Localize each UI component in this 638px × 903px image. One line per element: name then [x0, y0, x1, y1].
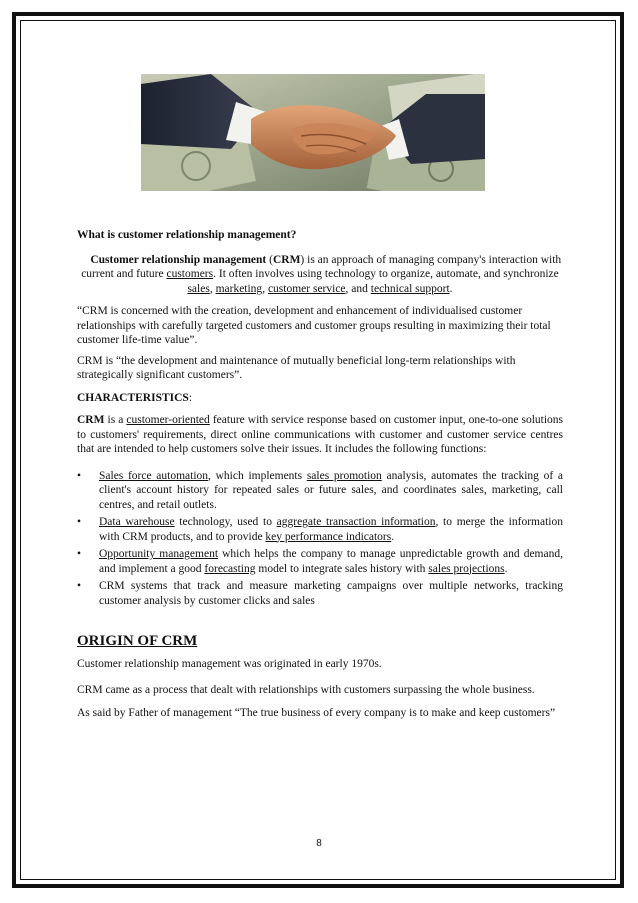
definition-text: ,	[209, 282, 216, 295]
link-sales-projections[interactable]: sales projections	[428, 562, 505, 575]
link-customers[interactable]: customers	[166, 268, 214, 280]
link-opportunity-management[interactable]: Opportunity management	[99, 548, 219, 560]
characteristics-heading-line	[77, 391, 563, 406]
characteristics-text: feature with service response based on customer input, one-to-one solutions to customers' requirements, direct online communications with customer and customer service centres that are intended to help customers solve their issues. It includes the following functions:	[77, 414, 563, 455]
definition-text: .	[449, 282, 453, 295]
list-text: which helps the company to manage unpredictable growth and demand, and implement a good	[99, 548, 563, 575]
definition-abbr: CRM	[272, 253, 301, 266]
characteristics-term: CRM	[77, 414, 105, 426]
link-data-warehouse[interactable]: Data warehouse	[99, 516, 175, 528]
question-heading: What is customer relationship management?	[77, 229, 297, 241]
functions-list	[77, 469, 563, 609]
link-sales[interactable]: sales	[187, 282, 210, 295]
handshake-image	[141, 74, 485, 191]
bullet-icon: •	[77, 469, 82, 482]
list-text: model to integrate sales history with	[255, 562, 429, 575]
list-item	[77, 469, 563, 513]
list-item	[77, 515, 563, 544]
heading-colon: :	[188, 391, 193, 404]
link-sales-force-automation[interactable]: Sales force automation	[99, 469, 209, 482]
definition-text: , and	[345, 282, 371, 295]
list-text: .	[391, 530, 395, 543]
characteristics-text: is a	[104, 414, 127, 426]
list-text: , to merge the information with CRM products, and to provide	[99, 516, 563, 543]
origin-paragraph-3: As said by Father of management “The true business of every company is to make and keep customers”	[77, 706, 556, 719]
definition-text: (	[266, 253, 273, 266]
origin-paragraph-2: CRM came as a process that dealt with relationships with customers surpassing the whole business.	[77, 684, 535, 696]
list-item	[77, 579, 563, 608]
definition-text: ) is an approach of managing company's interaction with current and future	[81, 253, 562, 280]
link-forecasting[interactable]: forecasting	[204, 562, 256, 575]
link-sales-promotion[interactable]: sales promotion	[306, 469, 382, 482]
list-text: analysis, automates the tracking of a client's account history for repeated sales or future sales, and coordinates sales, marketing, call centres, and retail outlets.	[99, 469, 563, 511]
list-text: , which implements	[208, 469, 307, 482]
link-key-performance-indicators[interactable]: key performance indicators	[265, 530, 392, 543]
link-customer-service[interactable]: customer service	[267, 282, 346, 295]
link-marketing[interactable]: marketing	[215, 282, 263, 295]
definition-text: ,	[262, 282, 268, 295]
document-body	[77, 228, 563, 720]
characteristics-paragraph	[77, 413, 563, 457]
list-text: .	[504, 562, 508, 575]
definition-term: Customer relationship management	[90, 253, 267, 266]
crm-definition	[77, 253, 563, 297]
list-text: technology, used to	[174, 516, 277, 528]
page-number: 8	[316, 838, 322, 849]
quote-paragraph-1: “CRM is concerned with the creation, development and enhancement of individualised customer relationships with carefully targeted customers and customer groups resulting in maximizing their total customer life-time value”.	[77, 305, 551, 346]
bullet-icon: •	[77, 516, 82, 528]
origin-paragraph-1: Customer relationship management was originated in early 1970s.	[77, 657, 382, 670]
definition-text: . It often involves using technology to organize, automate, and synchronize	[213, 268, 559, 280]
list-item	[77, 547, 563, 576]
origin-heading: ORIGIN OF CRM	[77, 633, 198, 649]
link-customer-oriented[interactable]: customer-oriented	[126, 414, 210, 426]
link-aggregate-transaction-information[interactable]: aggregate transaction information	[276, 516, 436, 528]
bullet-icon: •	[77, 580, 82, 592]
bullet-icon: •	[77, 548, 82, 560]
link-technical-support[interactable]: technical support	[370, 282, 450, 295]
quote-paragraph-2: CRM is “the development and maintenance of mutually beneficial long-term relationships with strategically significant customers”.	[77, 354, 516, 381]
list-text: CRM systems that track and measure marketing campaigns over multiple networks, tracking customer analysis by customer clicks and sales	[99, 580, 563, 607]
characteristics-heading: CHARACTERISTICS	[77, 391, 189, 404]
